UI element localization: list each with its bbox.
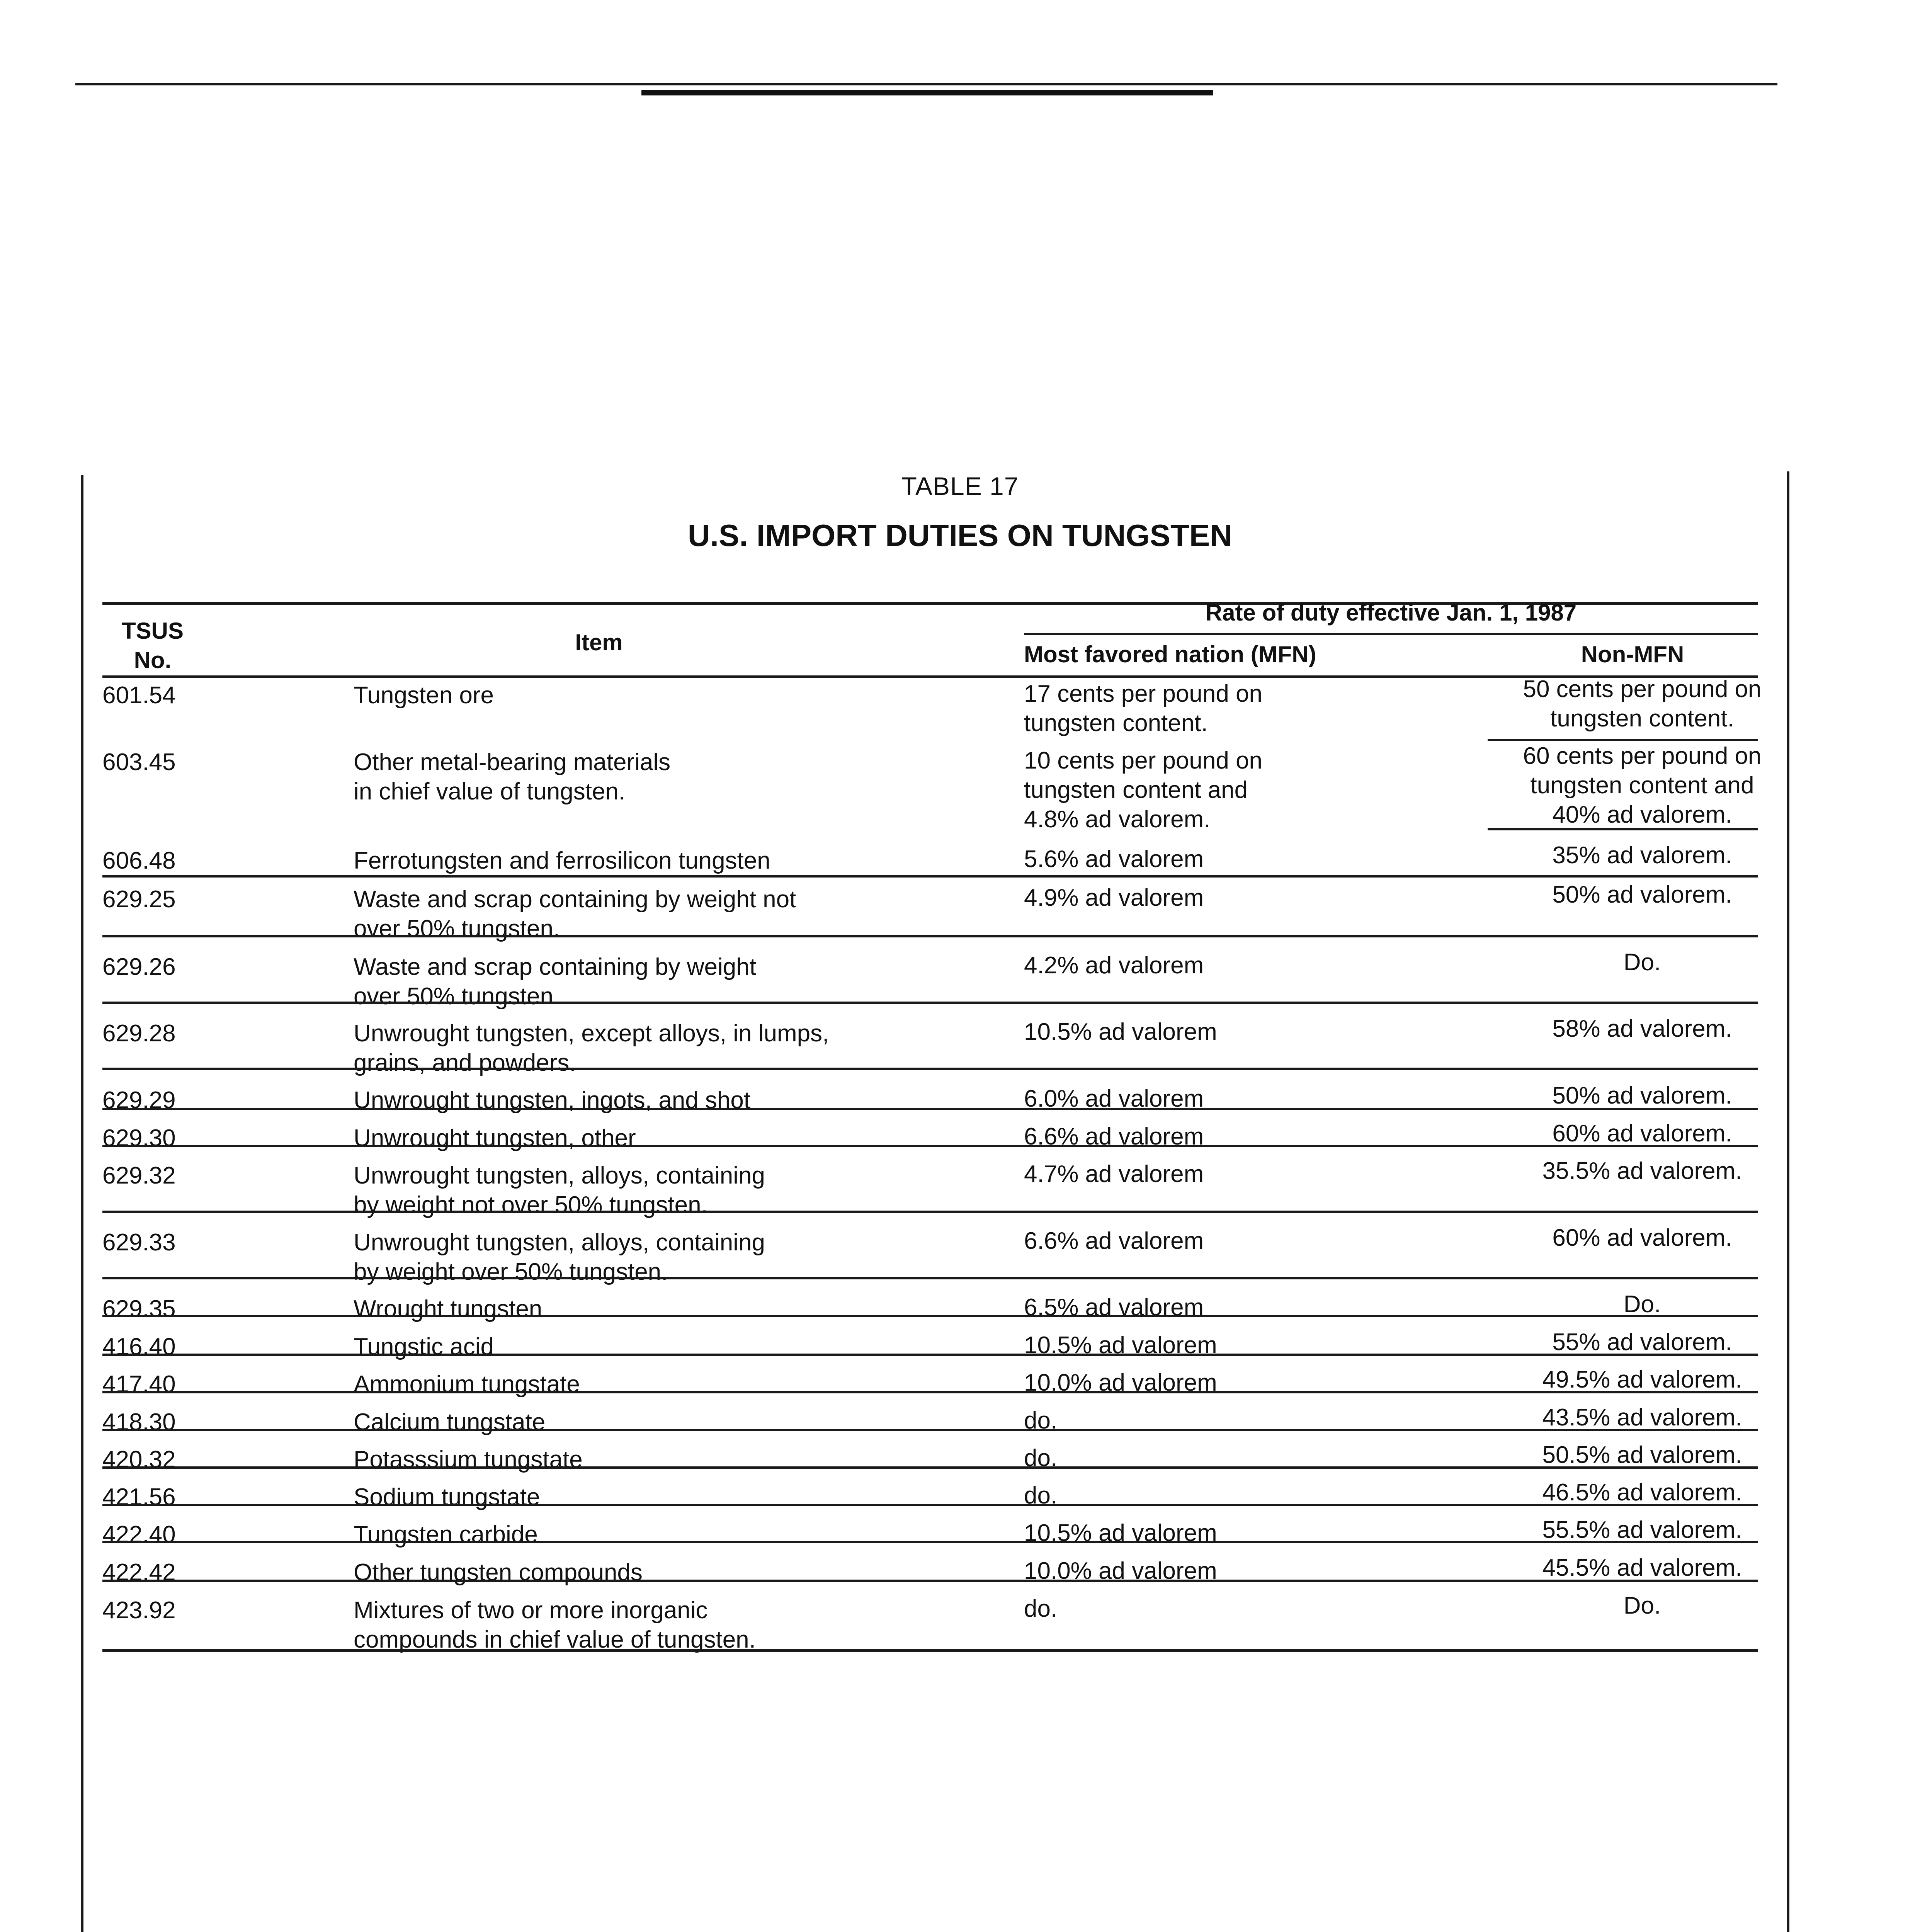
non-mfn-rate-cell: 55% ad valorem. (1552, 1329, 1732, 1355)
item-cell: Wrought tungsten (354, 1296, 542, 1322)
tsus-cell: 629.28 (102, 1020, 176, 1047)
row-rule (1488, 739, 1758, 741)
tsus-cell: 421.56 (102, 1484, 176, 1510)
tsus-cell: 629.32 (102, 1162, 176, 1189)
item-cell: Unwrought tungsten, alloys, containing by weight not over 50% tungsten. (354, 1162, 765, 1218)
mfn-rate-cell: 17 cents per pound on tungsten content. (1024, 680, 1263, 736)
item-cell: Ammonium tungstate (354, 1371, 580, 1398)
non-mfn-rate-cell: 35.5% ad valorem. (1542, 1158, 1742, 1184)
row-rule (102, 1108, 1758, 1110)
mfn-rate-cell: do. (1024, 1595, 1058, 1622)
item-cell: Tungsten ore (354, 682, 494, 709)
mfn-rate-cell: 10.5% ad valorem (1024, 1520, 1217, 1546)
non-mfn-rate-cell: 45.5% ad valorem. (1542, 1554, 1742, 1581)
top-rule-bar (641, 90, 1213, 95)
row-rule (102, 1429, 1758, 1431)
non-mfn-rate-cell: 35% ad valorem. (1552, 842, 1732, 869)
tsus-cell: 418.30 (102, 1409, 176, 1435)
mfn-rate-cell: 6.5% ad valorem (1024, 1294, 1204, 1321)
column-header-mfn: Most favored nation (MFN) (1024, 641, 1316, 667)
item-cell: Ferrotungsten and ferrosilicon tungsten (354, 847, 770, 874)
item-cell: Other tungsten compounds (354, 1559, 643, 1586)
mfn-rate-cell: 4.7% ad valorem (1024, 1161, 1204, 1187)
item-cell: Waste and scrap containing by weight not over 50% tungsten. (354, 886, 796, 942)
item-cell: Calcium tungstate (354, 1409, 546, 1435)
non-mfn-rate-cell: 50 cents per pound on tungsten content. (1523, 676, 1762, 732)
row-rule (102, 1541, 1758, 1543)
item-cell: Tungsten carbide (354, 1521, 538, 1548)
table-title: U.S. IMPORT DUTIES ON TUNGSTEN (688, 518, 1232, 553)
non-mfn-rate-cell: 46.5% ad valorem. (1542, 1479, 1742, 1506)
row-rule (102, 1211, 1758, 1213)
row-rule (1488, 828, 1758, 830)
column-header-non-mfn: Non-MFN (1581, 641, 1684, 667)
row-rule (102, 1580, 1758, 1582)
item-cell: Unwrought tungsten, ingots, and shot (354, 1087, 751, 1114)
item-cell: Unwrought tungsten, alloys, containing by weight over 50% tungsten. (354, 1229, 765, 1285)
column-group-header-rate: Rate of duty effective Jan. 1, 1987 (1205, 600, 1577, 626)
item-cell: Potasssium tungstate (354, 1446, 583, 1473)
non-mfn-rate-cell: 60% ad valorem. (1552, 1120, 1732, 1147)
non-mfn-rate-cell: 50.5% ad valorem. (1542, 1442, 1742, 1468)
column-header-tsus: TSUS No. (121, 618, 184, 673)
tsus-cell: 629.30 (102, 1125, 176, 1151)
row-rule (102, 1277, 1758, 1279)
tsus-cell: 629.26 (102, 954, 176, 980)
non-mfn-rate-cell: Do. (1623, 1291, 1661, 1318)
tsus-cell: 603.45 (102, 749, 176, 776)
non-mfn-rate-cell: 55.5% ad valorem. (1542, 1517, 1742, 1543)
tsus-cell: 416.40 (102, 1333, 176, 1360)
row-rule (102, 1145, 1758, 1147)
non-mfn-rate-cell: 50% ad valorem. (1552, 881, 1732, 908)
top-rule (75, 83, 1777, 85)
item-cell: Tungstic acid (354, 1333, 494, 1360)
non-mfn-rate-cell: 58% ad valorem. (1552, 1015, 1732, 1042)
mfn-rate-cell: 10.0% ad valorem (1024, 1369, 1217, 1396)
tsus-cell: 629.33 (102, 1229, 176, 1256)
tsus-cell: 629.29 (102, 1087, 176, 1114)
table-number: TABLE 17 (901, 472, 1019, 500)
mfn-rate-cell: 4.9% ad valorem (1024, 884, 1204, 911)
row-rule (102, 1649, 1758, 1652)
row-rule (102, 1391, 1758, 1393)
left-margin-rule (81, 475, 83, 1932)
mfn-rate-cell: 10.5% ad valorem (1024, 1332, 1217, 1359)
non-mfn-rate-cell: Do. (1623, 1592, 1661, 1619)
row-rule (102, 935, 1758, 937)
column-header-item: Item (575, 629, 623, 655)
tsus-cell: 422.40 (102, 1521, 176, 1548)
item-cell: Sodium tungstate (354, 1484, 540, 1510)
non-mfn-rate-cell: 43.5% ad valorem. (1542, 1404, 1742, 1431)
mfn-rate-cell: 10.0% ad valorem (1024, 1558, 1217, 1584)
mfn-rate-cell: 6.0% ad valorem (1024, 1085, 1204, 1112)
non-mfn-rate-cell: Do. (1623, 949, 1661, 976)
mfn-rate-cell: 6.6% ad valorem (1024, 1228, 1204, 1254)
non-mfn-rate-cell: 60 cents per pound on tungsten content and 40% ad valorem. (1523, 743, 1762, 828)
mfn-rate-cell: do. (1024, 1445, 1058, 1471)
tsus-cell: 420.32 (102, 1446, 176, 1473)
tsus-cell: 606.48 (102, 847, 176, 874)
row-rule (102, 875, 1758, 878)
row-rule (102, 1315, 1758, 1317)
item-cell: Other metal-bearing materials in chief value of tungsten. (354, 749, 671, 805)
item-cell: Mixtures of two or more inorganic compounds in chief value of tungsten. (354, 1597, 756, 1653)
non-mfn-rate-cell: 49.5% ad valorem. (1542, 1366, 1742, 1393)
row-rule (102, 1354, 1758, 1356)
row-rule (102, 1504, 1758, 1506)
mfn-rate-cell: 4.2% ad valorem (1024, 952, 1204, 979)
tsus-cell: 601.54 (102, 682, 176, 709)
mfn-rate-cell: do. (1024, 1482, 1058, 1509)
item-cell: Unwrought tungsten, other (354, 1125, 636, 1151)
mfn-rate-cell: 5.6% ad valorem (1024, 846, 1204, 872)
non-mfn-rate-cell: 60% ad valorem. (1552, 1225, 1732, 1251)
mfn-rate-cell: 10 cents per pound on tungsten content and 4.8% ad valorem. (1024, 747, 1263, 833)
row-rule (102, 1068, 1758, 1070)
non-mfn-rate-cell: 50% ad valorem. (1552, 1082, 1732, 1109)
row-rule (102, 1002, 1758, 1004)
mfn-rate-cell: do. (1024, 1407, 1058, 1434)
tsus-cell: 422.42 (102, 1559, 176, 1586)
tsus-cell: 417.40 (102, 1371, 176, 1398)
tsus-cell: 629.25 (102, 886, 176, 913)
item-cell: Unwrought tungsten, except alloys, in lumps, grains, and powders. (354, 1020, 829, 1076)
item-cell: Waste and scrap containing by weight over 50% tungsten. (354, 954, 756, 1010)
rate-group-rule (1024, 633, 1758, 635)
mfn-rate-cell: 6.6% ad valorem (1024, 1123, 1204, 1150)
tsus-cell: 423.92 (102, 1597, 176, 1624)
tsus-cell: 629.35 (102, 1296, 176, 1322)
row-rule (102, 1466, 1758, 1469)
mfn-rate-cell: 10.5% ad valorem (1024, 1019, 1217, 1045)
